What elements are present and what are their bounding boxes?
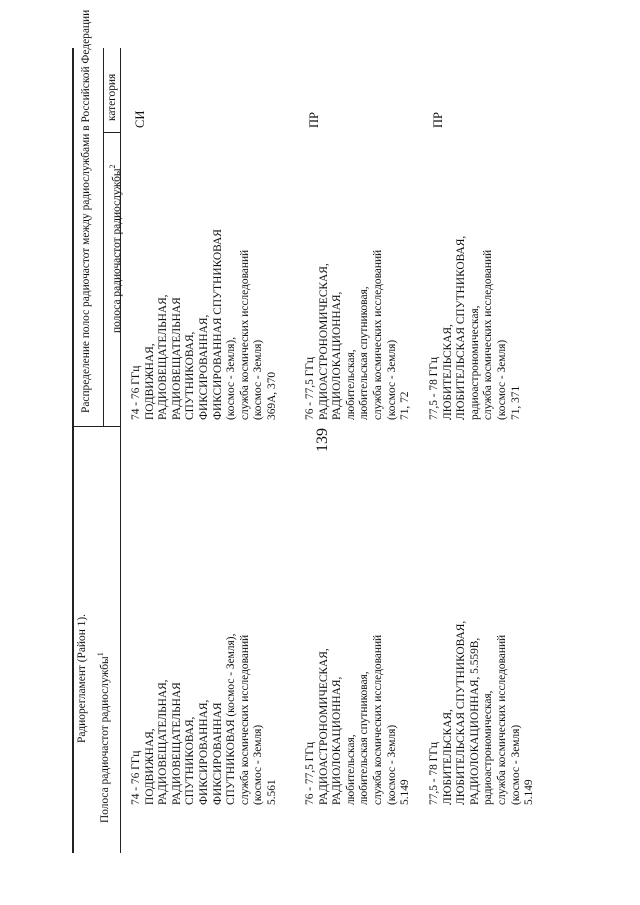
row3-russian-federation: 77,5 - 78 ГГц ЛЮБИТЕЛЬСКАЯ, ЛЮБИТЕЛЬСКАЯ СПУТНИКОВАЯ, радиоастрономическая, служба космических исследований (космос - Земля) 71, 371 [428,235,522,420]
row2-category: ПР [307,112,321,128]
row2-radio-regulations: 76 - 77,5 ГГц РАДИОАСТРОНОМИЧЕСКАЯ, РАДИОЛОКАЦИОННАЯ, любительская, любительская спутниковая, служба космических исследований (космос - Земля) 5.149 [304,634,412,805]
rule-col1 [72,426,120,427]
rule-col2 [103,132,120,133]
page-number: 139 [314,428,331,452]
header-col2-title: Распределение полос радиочастот между радиослужбами в Российской Федерации [80,9,92,413]
row1-radio-regulations: 74 - 76 ГГц ПОДВИЖНАЯ, РАДИОВЕЩАТЕЛЬНАЯ, РАДИОВЕЩАТЕЛЬНАЯ СПУТНИКОВАЯ, ФИКСИРОВАННАЯ, ФИКСИРОВАННАЯ СПУТНИКОВАЯ (космос - Земля), служба космических исследований (космос - Земля) 5.561 [130,633,278,805]
header-col2a-text: полоса радиочастот радиослужбы [110,168,123,333]
header-col2b: категория [106,73,118,121]
header-col1-line1: Радиорегламент (Район 1). [76,613,88,743]
footnote-1: 1 [96,652,105,657]
rule-top [72,48,74,853]
row3-category: ПР [431,112,445,128]
header-col1-line2 [94,652,112,823]
row2-russian-federation: 76 - 77,5 ГГц РАДИОАСТРОНОМИЧЕСКАЯ, РАДИОЛОКАЦИОННАЯ, любительская, любительская спутниковая, служба космических исследований (космос - Земля) 71, 72 [304,249,412,420]
rule-sub-header [103,48,104,427]
row1-category: СИ [133,110,147,128]
footnote-2: 2 [108,164,117,169]
header-col1-text: Полоса радиочастот радиослужбы [98,656,111,823]
row3-radio-regulations: 77,5 - 78 ГГц ЛЮБИТЕЛЬСКАЯ, ЛЮБИТЕЛЬСКАЯ СПУТНИКОВАЯ, РАДИОЛОКАЦИОННАЯ, 5.559В, радиоастрономическая, служба космических исследований (космос - Земля) 5.149 [428,620,536,805]
header-col2a [106,164,124,333]
row1-russian-federation: 74 - 76 ГГц ПОДВИЖНАЯ, РАДИОВЕЩАТЕЛЬНАЯ, РАДИОВЕЩАТЕЛЬНАЯ СПУТНИКОВАЯ, ФИКСИРОВАННАЯ, ФИКСИРОВАННАЯ СПУТНИКОВАЯ (космос - Земля), служба космических исследований (космос - Земля) 369А, 370 [130,229,278,420]
rotated-table [72,9,536,853]
